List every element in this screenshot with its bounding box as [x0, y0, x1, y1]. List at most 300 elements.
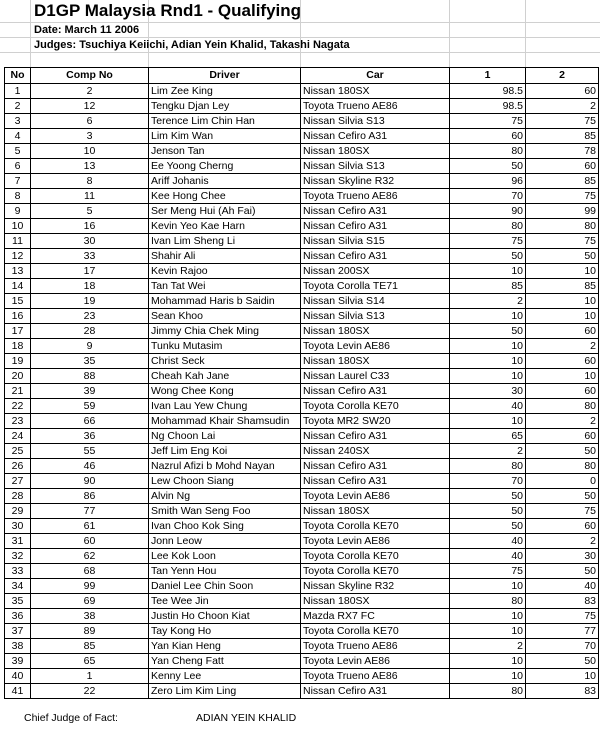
- cell-car: Nissan Silvia S13: [301, 114, 450, 129]
- cell-no: 8: [5, 189, 31, 204]
- cell-car: Toyota Corolla TE71: [301, 279, 450, 294]
- cell-comp-no: 13: [31, 159, 149, 174]
- page-title: D1GP Malaysia Rnd1 - Qualifying: [34, 1, 302, 20]
- table-row: [5, 534, 599, 549]
- table-row: [5, 399, 599, 414]
- cell-score-1: 60: [450, 129, 526, 144]
- cell-car: Nissan Skyline R32: [301, 174, 450, 189]
- cell-driver: Daniel Lee Chin Soon: [149, 579, 301, 594]
- cell-score-2: 60: [526, 429, 599, 444]
- cell-car: Nissan 180SX: [301, 144, 450, 159]
- cell-driver: Yan Cheng Fatt: [149, 654, 301, 669]
- cell-score-1: 70: [450, 474, 526, 489]
- cell-comp-no: 8: [31, 174, 149, 189]
- cell-score-2: 0: [526, 474, 599, 489]
- cell-score-1: 75: [450, 114, 526, 129]
- table-row: [5, 474, 599, 489]
- cell-driver: Tee Wee Jin: [149, 594, 301, 609]
- cell-car: Toyota Corolla KE70: [301, 519, 450, 534]
- cell-car: Nissan Laurel C33: [301, 369, 450, 384]
- cell-car: Toyota Levin AE86: [301, 534, 450, 549]
- table-row: [5, 369, 599, 384]
- table-row: [5, 684, 599, 699]
- cell-comp-no: 90: [31, 474, 149, 489]
- cell-comp-no: 59: [31, 399, 149, 414]
- cell-car: Mazda RX7 FC: [301, 609, 450, 624]
- gridline: [0, 37, 600, 38]
- table-row: [5, 519, 599, 534]
- cell-score-2: 10: [526, 309, 599, 324]
- cell-score-2: 85: [526, 129, 599, 144]
- cell-driver: Lim Kim Wan: [149, 129, 301, 144]
- cell-comp-no: 35: [31, 354, 149, 369]
- cell-score-1: 98.5: [450, 99, 526, 114]
- cell-no: 11: [5, 234, 31, 249]
- table-row: [5, 429, 599, 444]
- cell-comp-no: 30: [31, 234, 149, 249]
- cell-comp-no: 65: [31, 654, 149, 669]
- cell-comp-no: 99: [31, 579, 149, 594]
- cell-comp-no: 86: [31, 489, 149, 504]
- cell-driver: Zero Lim Kim Ling: [149, 684, 301, 699]
- cell-score-1: 10: [450, 609, 526, 624]
- cell-score-2: 80: [526, 459, 599, 474]
- cell-no: 24: [5, 429, 31, 444]
- table-row: [5, 444, 599, 459]
- cell-score-2: 70: [526, 639, 599, 654]
- cell-comp-no: 77: [31, 504, 149, 519]
- table-row: [5, 339, 599, 354]
- table-row: [5, 414, 599, 429]
- cell-score-2: 80: [526, 219, 599, 234]
- cell-score-2: 10: [526, 264, 599, 279]
- results-table: [4, 67, 599, 699]
- cell-car: Nissan Cefiro A31: [301, 459, 450, 474]
- table-row: [5, 654, 599, 669]
- cell-score-2: 85: [526, 174, 599, 189]
- cell-score-1: 10: [450, 579, 526, 594]
- cell-score-2: 80: [526, 399, 599, 414]
- cell-no: 20: [5, 369, 31, 384]
- table-row: [5, 324, 599, 339]
- cell-score-1: 10: [450, 669, 526, 684]
- cell-no: 16: [5, 309, 31, 324]
- cell-no: 27: [5, 474, 31, 489]
- cell-score-2: 50: [526, 489, 599, 504]
- cell-driver: Nazrul Afizi b Mohd Nayan: [149, 459, 301, 474]
- table-row: [5, 459, 599, 474]
- cell-comp-no: 62: [31, 549, 149, 564]
- cell-score-2: 75: [526, 609, 599, 624]
- cell-comp-no: 23: [31, 309, 149, 324]
- cell-score-1: 10: [450, 264, 526, 279]
- cell-comp-no: 11: [31, 189, 149, 204]
- cell-no: 21: [5, 384, 31, 399]
- cell-score-1: 80: [450, 219, 526, 234]
- cell-score-2: 2: [526, 414, 599, 429]
- cell-score-1: 85: [450, 279, 526, 294]
- cell-comp-no: 28: [31, 324, 149, 339]
- cell-driver: Ivan Lau Yew Chung: [149, 399, 301, 414]
- cell-driver: Alvin Ng: [149, 489, 301, 504]
- cell-score-1: 40: [450, 534, 526, 549]
- cell-comp-no: 68: [31, 564, 149, 579]
- column-header-driver: Driver: [149, 68, 301, 84]
- cell-no: 28: [5, 489, 31, 504]
- cell-car: Nissan 180SX: [301, 324, 450, 339]
- table-row: [5, 279, 599, 294]
- cell-no: 15: [5, 294, 31, 309]
- cell-no: 17: [5, 324, 31, 339]
- cell-score-1: 90: [450, 204, 526, 219]
- cell-no: 19: [5, 354, 31, 369]
- cell-no: 29: [5, 504, 31, 519]
- table-row: [5, 249, 599, 264]
- cell-score-1: 10: [450, 354, 526, 369]
- cell-score-2: 50: [526, 444, 599, 459]
- cell-score-2: 60: [526, 519, 599, 534]
- cell-car: Nissan 180SX: [301, 354, 450, 369]
- cell-score-1: 10: [450, 414, 526, 429]
- cell-score-2: 99: [526, 204, 599, 219]
- cell-car: Nissan Cefiro A31: [301, 204, 450, 219]
- cell-comp-no: 38: [31, 609, 149, 624]
- cell-score-2: 60: [526, 384, 599, 399]
- gridline: [0, 22, 600, 23]
- cell-score-2: 2: [526, 99, 599, 114]
- cell-car: Nissan Cefiro A31: [301, 474, 450, 489]
- cell-car: Toyota Levin AE86: [301, 339, 450, 354]
- cell-driver: Mohammad Haris b Saidin: [149, 294, 301, 309]
- cell-comp-no: 12: [31, 99, 149, 114]
- cell-no: 5: [5, 144, 31, 159]
- cell-driver: Jonn Leow: [149, 534, 301, 549]
- cell-score-1: 50: [450, 489, 526, 504]
- cell-driver: Lee Kok Loon: [149, 549, 301, 564]
- column-header-car: Car: [301, 68, 450, 84]
- cell-comp-no: 2: [31, 84, 149, 99]
- cell-score-2: 40: [526, 579, 599, 594]
- cell-car: Toyota Trueno AE86: [301, 639, 450, 654]
- cell-driver: Jeff Lim Eng Koi: [149, 444, 301, 459]
- cell-no: 31: [5, 534, 31, 549]
- table-header-row: [5, 68, 599, 84]
- cell-car: Toyota Levin AE86: [301, 489, 450, 504]
- chief-judge-label: Chief Judge of Fact:: [24, 712, 118, 724]
- cell-driver: Tan Yenn Hou: [149, 564, 301, 579]
- cell-score-1: 50: [450, 519, 526, 534]
- cell-score-1: 80: [450, 459, 526, 474]
- cell-no: 25: [5, 444, 31, 459]
- cell-score-2: 75: [526, 234, 599, 249]
- cell-comp-no: 61: [31, 519, 149, 534]
- cell-no: 4: [5, 129, 31, 144]
- cell-comp-no: 33: [31, 249, 149, 264]
- cell-score-2: 83: [526, 594, 599, 609]
- table-row: [5, 234, 599, 249]
- cell-score-1: 40: [450, 549, 526, 564]
- cell-car: Nissan Cefiro A31: [301, 384, 450, 399]
- cell-driver: Sean Khoo: [149, 309, 301, 324]
- cell-comp-no: 6: [31, 114, 149, 129]
- cell-no: 40: [5, 669, 31, 684]
- cell-score-2: 60: [526, 84, 599, 99]
- cell-score-1: 75: [450, 564, 526, 579]
- table-row: [5, 354, 599, 369]
- cell-comp-no: 16: [31, 219, 149, 234]
- cell-comp-no: 36: [31, 429, 149, 444]
- cell-score-2: 50: [526, 654, 599, 669]
- cell-driver: Tan Tat Wei: [149, 279, 301, 294]
- cell-comp-no: 55: [31, 444, 149, 459]
- cell-driver: Ivan Choo Kok Sing: [149, 519, 301, 534]
- table-row: [5, 504, 599, 519]
- cell-score-1: 10: [450, 369, 526, 384]
- cell-score-2: 10: [526, 294, 599, 309]
- cell-driver: Ivan Lim Sheng Li: [149, 234, 301, 249]
- cell-score-1: 2: [450, 444, 526, 459]
- cell-score-1: 70: [450, 189, 526, 204]
- cell-driver: Kenny Lee: [149, 669, 301, 684]
- cell-score-1: 80: [450, 144, 526, 159]
- cell-comp-no: 10: [31, 144, 149, 159]
- cell-car: Nissan Skyline R32: [301, 579, 450, 594]
- cell-car: Nissan Cefiro A31: [301, 684, 450, 699]
- cell-score-1: 98.5: [450, 84, 526, 99]
- cell-score-2: 60: [526, 324, 599, 339]
- cell-no: 41: [5, 684, 31, 699]
- cell-comp-no: 66: [31, 414, 149, 429]
- cell-driver: Tay Kong Ho: [149, 624, 301, 639]
- cell-score-2: 78: [526, 144, 599, 159]
- cell-driver: Lew Choon Siang: [149, 474, 301, 489]
- table-row: [5, 549, 599, 564]
- cell-driver: Jimmy Chia Chek Ming: [149, 324, 301, 339]
- cell-car: Toyota Trueno AE86: [301, 189, 450, 204]
- cell-score-1: 80: [450, 594, 526, 609]
- cell-score-1: 2: [450, 639, 526, 654]
- cell-car: Toyota Levin AE86: [301, 654, 450, 669]
- cell-no: 6: [5, 159, 31, 174]
- column-header-run-2: 2: [526, 68, 599, 84]
- cell-score-1: 10: [450, 309, 526, 324]
- cell-car: Nissan Silvia S14: [301, 294, 450, 309]
- cell-driver: Kevin Rajoo: [149, 264, 301, 279]
- cell-car: Toyota Corolla KE70: [301, 549, 450, 564]
- cell-comp-no: 88: [31, 369, 149, 384]
- cell-comp-no: 17: [31, 264, 149, 279]
- table-row: [5, 174, 599, 189]
- cell-driver: Smith Wan Seng Foo: [149, 504, 301, 519]
- cell-comp-no: 19: [31, 294, 149, 309]
- cell-score-1: 96: [450, 174, 526, 189]
- column-header-run-1: 1: [450, 68, 526, 84]
- cell-comp-no: 85: [31, 639, 149, 654]
- cell-car: Nissan Cefiro A31: [301, 129, 450, 144]
- cell-car: Nissan Cefiro A31: [301, 249, 450, 264]
- column-header-no: No: [5, 68, 31, 84]
- cell-no: 39: [5, 654, 31, 669]
- table-row: [5, 609, 599, 624]
- cell-score-2: 60: [526, 354, 599, 369]
- table-row: [5, 144, 599, 159]
- cell-driver: Kee Hong Chee: [149, 189, 301, 204]
- cell-no: 9: [5, 204, 31, 219]
- cell-driver: Terence Lim Chin Han: [149, 114, 301, 129]
- cell-no: 35: [5, 594, 31, 609]
- gridline: [525, 0, 526, 67]
- gridline: [449, 0, 450, 67]
- table-row: [5, 84, 599, 99]
- judges-line: Judges: Tsuchiya Keiichi, Adian Yein Khalid, Takashi Nagata: [34, 39, 350, 51]
- table-row: [5, 204, 599, 219]
- cell-car: Toyota Corolla KE70: [301, 564, 450, 579]
- cell-car: Nissan Cefiro A31: [301, 429, 450, 444]
- cell-car: Nissan 240SX: [301, 444, 450, 459]
- cell-score-1: 10: [450, 624, 526, 639]
- gridline: [0, 52, 600, 53]
- cell-no: 32: [5, 549, 31, 564]
- cell-score-1: 50: [450, 504, 526, 519]
- cell-no: 18: [5, 339, 31, 354]
- gridline: [30, 0, 31, 67]
- cell-car: Nissan 180SX: [301, 84, 450, 99]
- cell-driver: Mohammad Khair Shamsudin: [149, 414, 301, 429]
- cell-comp-no: 3: [31, 129, 149, 144]
- cell-score-2: 50: [526, 249, 599, 264]
- cell-car: Nissan 180SX: [301, 594, 450, 609]
- cell-car: Nissan 180SX: [301, 504, 450, 519]
- cell-score-1: 2: [450, 294, 526, 309]
- cell-score-1: 75: [450, 234, 526, 249]
- cell-driver: Cheah Kah Jane: [149, 369, 301, 384]
- cell-score-1: 50: [450, 324, 526, 339]
- cell-score-2: 75: [526, 114, 599, 129]
- table-row: [5, 624, 599, 639]
- cell-score-2: 60: [526, 159, 599, 174]
- cell-score-1: 10: [450, 654, 526, 669]
- cell-no: 38: [5, 639, 31, 654]
- table-row: [5, 564, 599, 579]
- cell-comp-no: 89: [31, 624, 149, 639]
- cell-no: 10: [5, 219, 31, 234]
- table-row: [5, 309, 599, 324]
- cell-no: 12: [5, 249, 31, 264]
- cell-driver: Ee Yoong Cherng: [149, 159, 301, 174]
- cell-no: 7: [5, 174, 31, 189]
- cell-no: 22: [5, 399, 31, 414]
- cell-no: 30: [5, 519, 31, 534]
- table-row: [5, 294, 599, 309]
- cell-car: Nissan Silvia S15: [301, 234, 450, 249]
- cell-car: Nissan Silvia S13: [301, 309, 450, 324]
- cell-score-1: 80: [450, 684, 526, 699]
- cell-driver: Kevin Yeo Kae Harn: [149, 219, 301, 234]
- cell-driver: Ser Meng Hui (Ah Fai): [149, 204, 301, 219]
- cell-car: Nissan 200SX: [301, 264, 450, 279]
- cell-car: Toyota MR2 SW20: [301, 414, 450, 429]
- table-row: [5, 219, 599, 234]
- cell-no: 23: [5, 414, 31, 429]
- cell-score-2: 85: [526, 279, 599, 294]
- table-row: [5, 384, 599, 399]
- cell-score-1: 40: [450, 399, 526, 414]
- cell-score-2: 10: [526, 669, 599, 684]
- table-row: [5, 114, 599, 129]
- cell-no: 13: [5, 264, 31, 279]
- cell-score-2: 83: [526, 684, 599, 699]
- cell-comp-no: 69: [31, 594, 149, 609]
- cell-score-1: 50: [450, 159, 526, 174]
- cell-score-2: 75: [526, 189, 599, 204]
- cell-comp-no: 46: [31, 459, 149, 474]
- cell-driver: Wong Chee Kong: [149, 384, 301, 399]
- cell-driver: Justin Ho Choon Kiat: [149, 609, 301, 624]
- cell-comp-no: 60: [31, 534, 149, 549]
- table-row: [5, 99, 599, 114]
- column-header-comp-no: Comp No: [31, 68, 149, 84]
- cell-car: Toyota Corolla KE70: [301, 624, 450, 639]
- cell-no: 26: [5, 459, 31, 474]
- cell-driver: Shahir Ali: [149, 249, 301, 264]
- cell-no: 2: [5, 99, 31, 114]
- cell-no: 14: [5, 279, 31, 294]
- cell-driver: Ng Choon Lai: [149, 429, 301, 444]
- cell-score-2: 50: [526, 564, 599, 579]
- table-row: [5, 159, 599, 174]
- table-row: [5, 189, 599, 204]
- table-row: [5, 264, 599, 279]
- cell-comp-no: 18: [31, 279, 149, 294]
- cell-comp-no: 22: [31, 684, 149, 699]
- cell-no: 34: [5, 579, 31, 594]
- cell-comp-no: 5: [31, 204, 149, 219]
- cell-driver: Christ Seck: [149, 354, 301, 369]
- cell-no: 1: [5, 84, 31, 99]
- cell-score-1: 30: [450, 384, 526, 399]
- cell-score-1: 50: [450, 249, 526, 264]
- cell-driver: Tengku Djan Ley: [149, 99, 301, 114]
- cell-comp-no: 39: [31, 384, 149, 399]
- cell-driver: Lim Zee King: [149, 84, 301, 99]
- cell-driver: Yan Kian Heng: [149, 639, 301, 654]
- cell-car: Nissan Cefiro A31: [301, 219, 450, 234]
- table-row: [5, 639, 599, 654]
- cell-score-2: 30: [526, 549, 599, 564]
- cell-driver: Ariff Johanis: [149, 174, 301, 189]
- chief-judge-name: ADIAN YEIN KHALID: [196, 712, 297, 724]
- cell-driver: Tunku Mutasim: [149, 339, 301, 354]
- cell-score-2: 2: [526, 339, 599, 354]
- cell-comp-no: 9: [31, 339, 149, 354]
- cell-car: Toyota Corolla KE70: [301, 399, 450, 414]
- cell-score-2: 75: [526, 504, 599, 519]
- table-row: [5, 129, 599, 144]
- cell-score-1: 10: [450, 339, 526, 354]
- cell-no: 3: [5, 114, 31, 129]
- cell-score-2: 10: [526, 369, 599, 384]
- cell-comp-no: 1: [31, 669, 149, 684]
- cell-driver: Jenson Tan: [149, 144, 301, 159]
- cell-car: Toyota Trueno AE86: [301, 669, 450, 684]
- cell-car: Nissan Silvia S13: [301, 159, 450, 174]
- cell-no: 36: [5, 609, 31, 624]
- cell-no: 33: [5, 564, 31, 579]
- cell-score-2: 77: [526, 624, 599, 639]
- table-row: [5, 489, 599, 504]
- cell-score-1: 65: [450, 429, 526, 444]
- cell-no: 37: [5, 624, 31, 639]
